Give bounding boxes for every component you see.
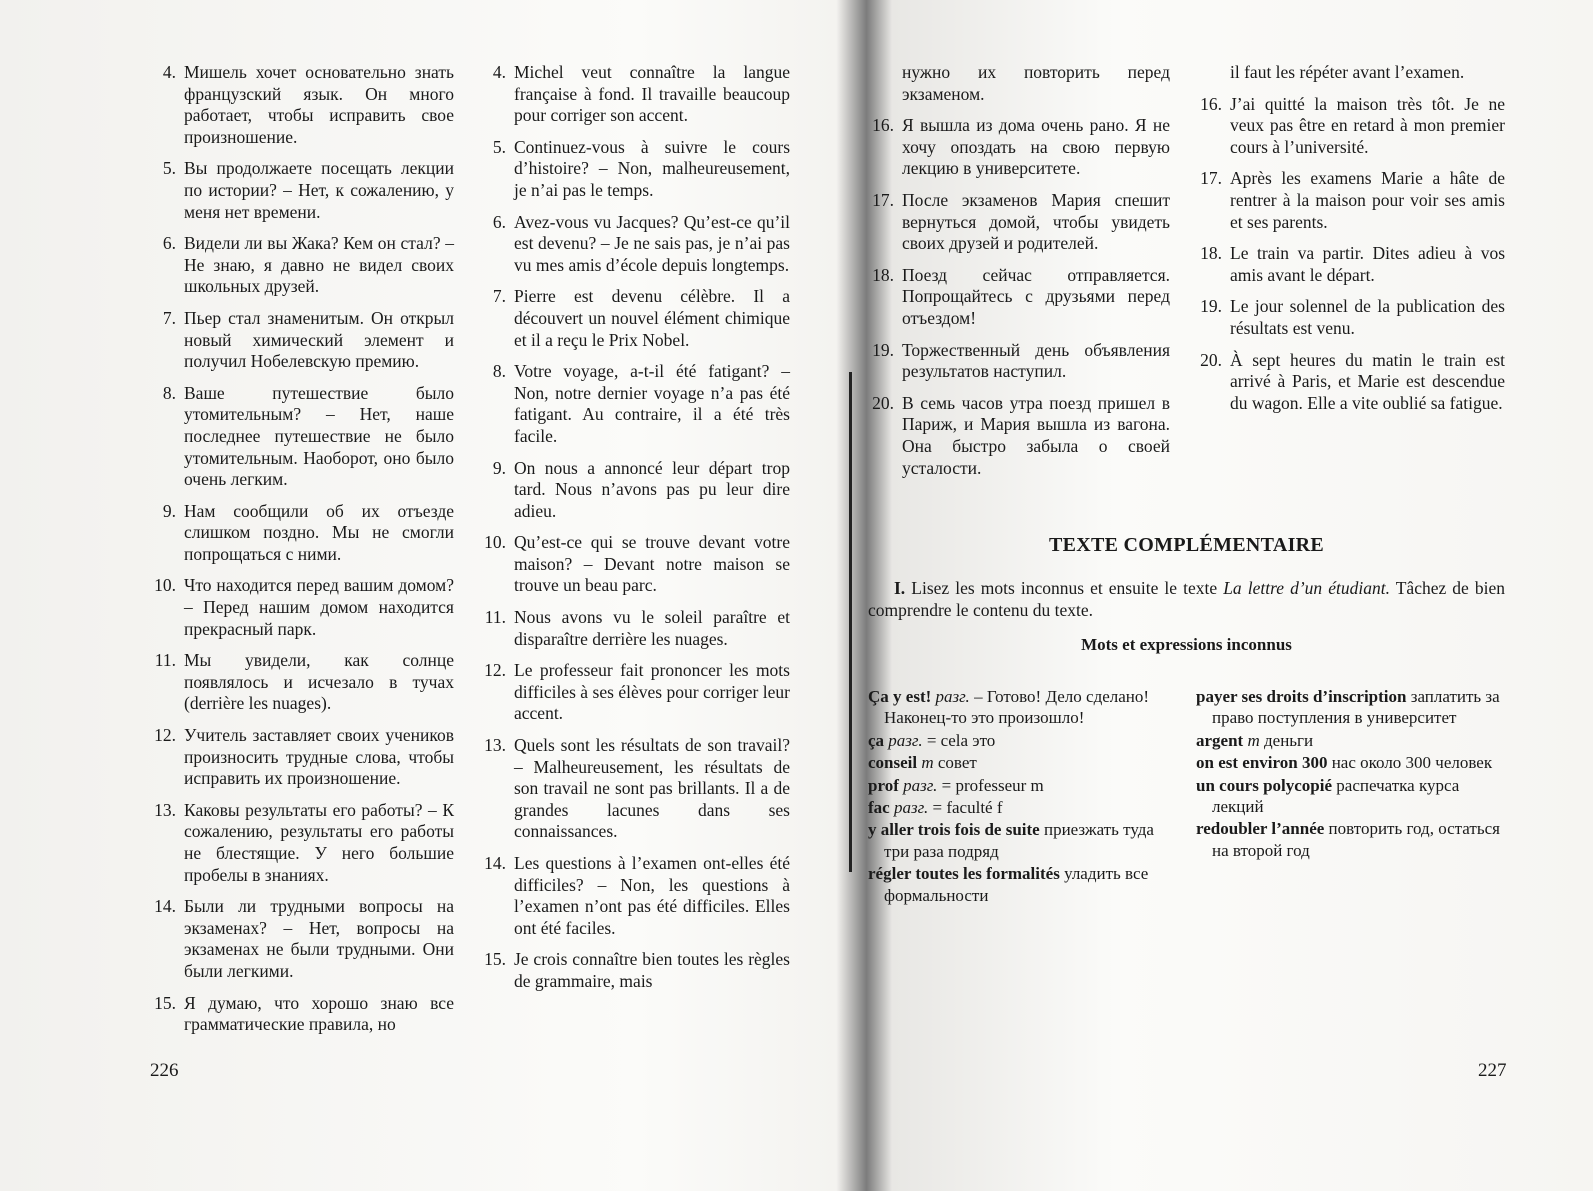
list-item: 6. Видели ли вы Жака? Кем он стал? – Не знаю, я давно не видел своих школьных друзей.: [162, 233, 454, 297]
list-item: 16. Я вышла из дома очень рано. Я не хочу опоздать на свою первую лекцию в университете.: [872, 115, 1170, 179]
instruction: I. Lisez les mots inconnus et ensuite le texte La lettre d’un étudiant. Tâchez de bien comprendre le contenu du texte.: [868, 578, 1506, 620]
list-item: 13. Quels sont les résultats de son travail? – Malheureusement, les résultats de son travail ne sont pas brillants. Il a de grandes lacunes dans ses connaissances.: [484, 735, 790, 842]
list-item: 13. Каковы результаты его работы? – К сожалению, результаты его работы не блестящие. У него большие пробелы в знаниях.: [154, 799, 454, 885]
list-item: 14. Les questions à l’examen ont-elles été difficiles? – Non, les questions à l’examen n’ont pas été difficiles. Elles ont été faciles.: [484, 853, 790, 938]
vocab-entry: Ça y est! разг. – Готово! Дело сделано! Наконец-то это произошло!: [868, 687, 1150, 728]
list-item: 8. Ваше путешествие было утомительным? – Нет, наше последнее путешествие не было утомительным. Наоборот, оно было очень легким.: [162, 382, 454, 490]
vocab-entry: conseil m совет: [868, 753, 977, 773]
vocab-entry: y aller trois fois de suite приезжать туда три раза подряд: [868, 820, 1154, 861]
list-item: 8. Votre voyage, a-t-il été fatigant? – Non, notre dernier voyage n’a pas été fatigant. Au contraire, il a été très facile.: [492, 361, 790, 446]
margin-line: [849, 372, 852, 872]
list-item: 9. Нам сообщили об их отъезде слишком поздно. Мы не смогли попрощаться с ними.: [162, 500, 454, 564]
list-item: 20. À sept heures du matin le train est arrivé à Paris, et Marie est descendue du wagon. Elle a vite oublié sa fatigue.: [1200, 349, 1505, 413]
list-item: 11. Nous avons vu le soleil paraître et disparaître derrière les nuages.: [484, 607, 790, 649]
vocab-entry: fac разг. = faculté f: [868, 798, 1003, 818]
list-item: 11. Мы увидели, как солнце появлялось и исчезало в тучах (derrière les nuages).: [154, 650, 454, 714]
vocab-list-right: [1196, 686, 1505, 862]
instruction-number: I.: [894, 578, 906, 598]
list-item: 5. Continuez-vous à suivre le cours d’histoire? – Non, malheureusement, je n’ai pas le temps.: [492, 136, 790, 200]
list-item: 19. Торжественный день объявления результатов наступил.: [872, 339, 1170, 382]
list-item: 10. Qu’est-ce qui se trouve devant votre maison? – Devant notre maison se trouve un beau parc.: [484, 532, 790, 596]
list-item: 18. Поезд сейчас отправляется. Попрощайтесь с друзьями перед отъездом!: [872, 264, 1170, 328]
list-item: 6. Avez-vous vu Jacques? Qu’est-ce qu’il est devenu? – Je ne sais pas, je n’ai pas vu mes amis d’école depuis longtemps.: [492, 211, 790, 275]
vocab-entry: régler toutes les formalités уладить все формальности: [868, 864, 1149, 905]
list-item: 9. On nous a annoncé leur départ trop tard. Nous n’avons pas pu leur dire adieu.: [492, 457, 790, 521]
list-item: 7. Пьер стал знаменитым. Он открыл новый химический элемент и получил Нобелевскую премию.: [162, 307, 454, 372]
list-item: 5. Вы продолжаете посещать лекции по истории? – Нет, к сожалению, у меня нет времени.: [162, 158, 454, 222]
list-item: 4. Michel veut connaître la langue française à fond. Il travaille beaucoup pour corriger son accent.: [492, 62, 790, 126]
vocab-entry: payer ses droits d’inscription заплатить за право поступления в университет: [1196, 687, 1500, 728]
section-title: TEXTE COMPLÉMENTAIRE: [1048, 534, 1325, 556]
list-item: 17. Après les examens Marie a hâte de rentrer à la maison pour voir ses amis et ses parents.: [1200, 168, 1505, 232]
vocab-entry: on est environ 300 нас около 300 человек: [1196, 753, 1493, 773]
text-title: La lettre d’un étudiant.: [1223, 578, 1390, 598]
supplementary-section: [868, 534, 1505, 665]
russian-column-right: [868, 62, 1170, 489]
vocab-list-left: [868, 686, 1168, 907]
vocab-entry: redoubler l’année повторить год, остаться на второй год: [1196, 819, 1500, 860]
list-item: 12. Учитель заставляет своих учеников произносить трудные слова, чтобы исправить их произношение.: [154, 725, 454, 789]
vocab-title: Mots et expressions inconnus: [1081, 635, 1292, 654]
vocab-entry: ça разг. = cela это: [868, 730, 996, 750]
list-item: 20. В семь часов утра поезд пришел в Париж, и Мария вышла из вагона. Она быстро забыла о своей усталости.: [872, 392, 1170, 478]
list-item: 12. Le professeur fait prononcer les mots difficiles à ses élèves pour corriger leur accent.: [484, 660, 790, 724]
french-column-right: [1196, 62, 1505, 424]
list-item: 7. Pierre est devenu célèbre. Il a découvert un nouvel élément chimique et il a reçu le Prix Nobel.: [492, 286, 790, 350]
vocab-entry: prof разг. = professeur m: [868, 775, 1044, 795]
list-item: 14. Были ли трудными вопросы на экзаменах? – Нет, вопросы на экзаменах не были трудными. Они были легкими.: [154, 896, 454, 981]
continuation-text: il faut les répéter avant l’examen.: [1230, 62, 1465, 82]
list-item: 19. Le jour solennel de la publication des résultats est venu.: [1200, 296, 1505, 338]
list-item: 18. Le train va partir. Dites adieu à vos amis avant le départ.: [1200, 243, 1505, 285]
list-item: 10. Что находится перед вашим домом? – Перед нашим домом находится прекрасный парк.: [154, 575, 454, 639]
vocab-entry: argent m деньги: [1196, 730, 1314, 750]
page-number-right: 227: [1478, 1060, 1507, 1081]
list-item: 16. J’ai quitté la maison très tôt. Je ne veux pas être en retard à mon premier cours à l’université.: [1200, 93, 1505, 157]
russian-column-left: [150, 62, 454, 1046]
list-item: 17. После экзаменов Мария спешит вернуться домой, чтобы увидеть своих друзей и родителей.: [872, 189, 1170, 254]
list-item: 15. Я думаю, что хорошо знаю все грамматические правила, но: [154, 992, 454, 1035]
list-item: 4. Мишель хочет основательно знать французский язык. Он много работает, чтобы исправить свое произношение.: [162, 62, 454, 147]
list-item: 15. Je crois connaître bien toutes les règles de grammaire, mais: [484, 949, 790, 991]
vocab-entry: un cours polycopié распечатка курса лекций: [1196, 775, 1460, 817]
french-column-left: [480, 62, 790, 1003]
continuation-text: нужно их повторить перед экзаменом.: [902, 62, 1170, 104]
page-number-left: 226: [150, 1060, 179, 1081]
